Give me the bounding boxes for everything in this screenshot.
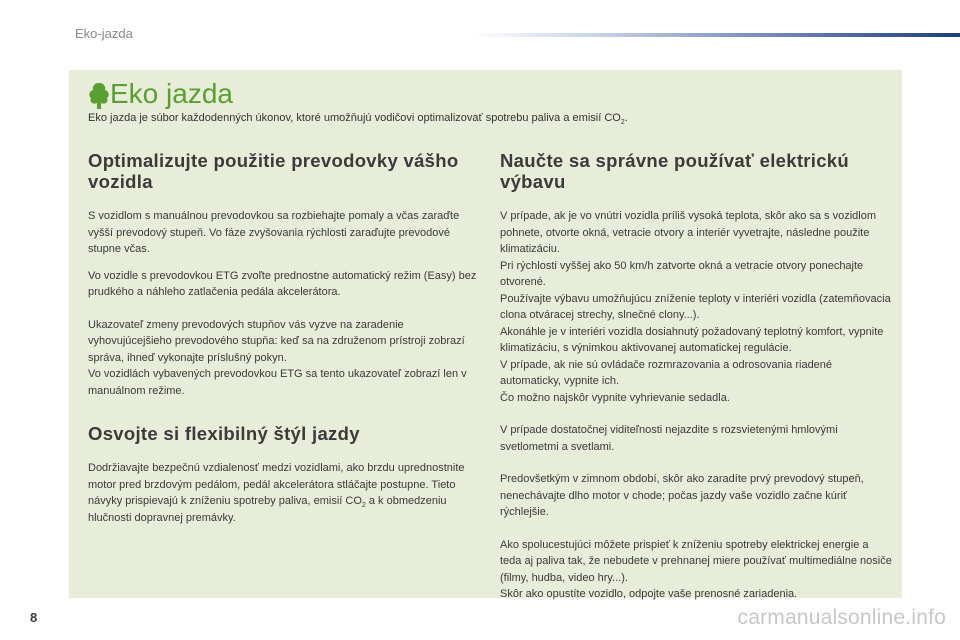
- paragraph-defrosting: V prípade, ak nie sú ovládače rozmrazovania a odrosovania riadené automaticky, vypnite ich.: [500, 358, 833, 387]
- paragraph-windows: Pri rýchlosti vyššej ako 50 km/h zatvorte okná a vetracie otvory ponechajte otvorené.: [500, 259, 864, 288]
- paragraph-ventilation: V prípade, ak je vo vnútri vozidla príliš vysoká teplota, skôr ako sa s vozidlom pohnete, otvorte okná, vetracie otvory a interiér vyvetrajte, následne použite klimatizáciu.: [500, 210, 877, 255]
- left-column: [88, 150, 480, 526]
- paragraph-etg-gearbox: Vo vozidle s prevodovkou ETG zvoľte prednostne automatický režim (Easy) bez prudkého a náhleho zatlačenia pedála akcelerátora.: [88, 269, 477, 298]
- intro-text: Eko jazda je súbor každodenných úkonov, ktoré umožňujú vodičovi optimalizovať spotrebu paliva a emisií $CO_2$.: [88, 112, 628, 127]
- paragraph-driving-style: Dodržiavajte bezpečnú vzdialenosť medzi vozidlami, ako brzdu uprednostnite motor pred brzdovým pedálom, pedál akcelerátora stláčajte postupne. Tieto návyky prispievajú k zníženiu spotreby paliva, emisií $CO_2$ a k obmedzeniu hlučnosti dopravnej premávky.: [88, 462, 465, 524]
- paragraph-manual-gearbox: S vozidlom s manuálnou prevodovkou sa rozbiehajte pomaly a včas zaraďte vyšší prevodový stupeň. Vo fáze zvyšovania rýchlosti zaraďujte prevodové stupne včas.: [88, 210, 460, 255]
- paragraph-seat-heating: Čo možno najskôr vypnite vyhrievanie sedadla.: [500, 391, 730, 404]
- page-number: 8: [30, 610, 38, 625]
- paragraph-portable-devices: Skôr ako opustíte vozidlo, odpojte vaše prenosné zariadenia.: [500, 588, 798, 600]
- heading-electrical-equipment: Naučte sa správne používať elektrickú výbavu: [500, 150, 849, 192]
- header-rule: [470, 33, 960, 37]
- paragraph-air-conditioning: Akonáhle je v interiéri vozidla dosiahnutý požadovaný teplotný komfort, vypnite klimatizáciu, s výnimkou aktivovanej automatickej regulácie.: [500, 325, 884, 354]
- page-title: Eko jazda: [110, 78, 233, 109]
- paragraph-fog-lights: V prípade dostatočnej viditeľnosti nejazdite s rozsvietenými hmlovými svetlometmi a svetlami.: [500, 424, 838, 453]
- heading-driving-style: Osvojte si flexibilný štýl jazdy: [88, 423, 360, 444]
- paragraph-multimedia: Ako spolucestujúci môžete prispieť k zníženiu spotreby elektrickej energie a teda aj paliva tak, že nebudete v prehnanej miere používať multimediálne nosiče (filmy, hudba, video hry...).: [500, 538, 892, 584]
- section-header: Eko-jazda: [75, 26, 133, 41]
- paragraph-etg-indicator: Vo vozidlách vybavených prevodovkou ETG sa tento ukazovateľ zobrazí len v manuálnom režime.: [88, 368, 467, 397]
- paragraph-winter-engine: Predovšetkým v zimnom období, skôr ako zaradíte prvý prevodový stupeň, nenechávajte dlho motor v chode; počas jazdy vaše vozidlo začne kúriť rýchlejšie.: [500, 473, 864, 518]
- right-column: [500, 150, 892, 603]
- paragraph-gear-indicator: Ukazovateľ zmeny prevodových stupňov vás vyzve na zaradenie vyhovujúcejšieho prevodového stupňa: keď sa na združenom prístroji zobrazí správa, ihneď vykonajte príslušný pokyn.: [88, 318, 465, 364]
- heading-gearbox: Optimalizujte použitie prevodovky vášho vozidla: [88, 150, 459, 192]
- watermark: carmanualsonline.info: [737, 606, 946, 629]
- tree-icon: [88, 82, 110, 110]
- paragraph-temperature: Používajte výbavu umožňujúcu zníženie teploty v interiéri vozidla (zatemňovacia clona otváracej strechy, slnečné clony...).: [500, 292, 891, 321]
